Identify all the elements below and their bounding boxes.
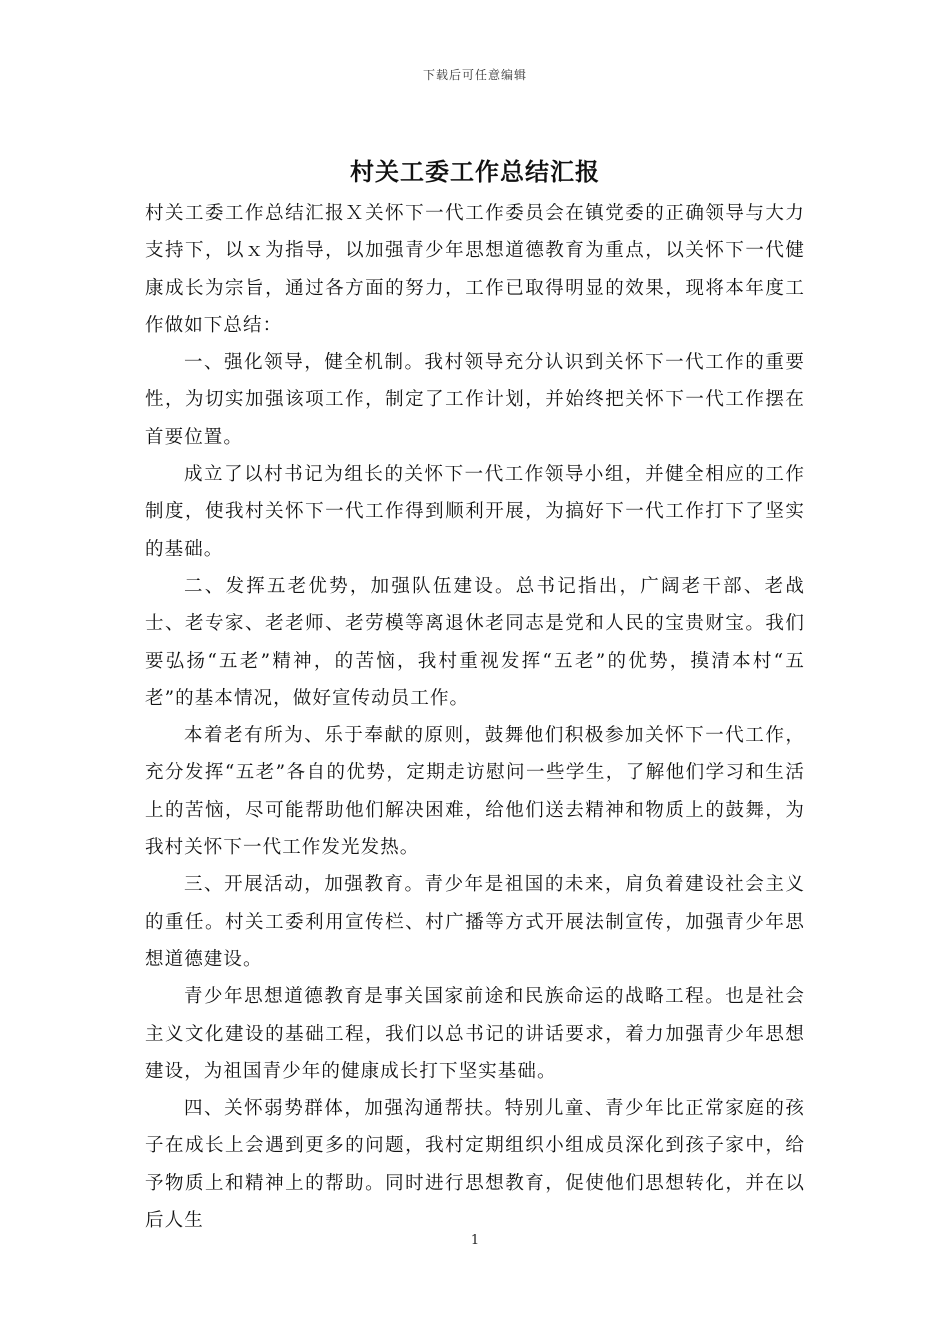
document-body <box>145 195 805 1239</box>
section-1-paragraph: 一、强化领导，健全机制。我村领导充分认识到关怀下一代工作的重要性，为切实加强该项工作，制定了工作计划，并始终把关怀下一代工作摆在首要位置。 <box>145 352 805 448</box>
section-2-detail-paragraph: 本着老有所为、乐于奉献的原则，鼓舞他们积极参加关怀下一代工作，充分发挥“五老”各自的优势，定期走访慰问一些学生，了解他们学习和生活上的苦恼，尽可能帮助他们解决困难，给他们送去精神和物质上的鼓舞，为我村关怀下一代工作发光发热。 <box>145 725 805 859</box>
section-1-detail-paragraph: 成立了以村书记为组长的关怀下一代工作领导小组，并健全相应的工作制度，使我村关怀下一代工作得到顺利开展，为搞好下一代工作打下了坚实的基础。 <box>145 464 805 560</box>
section-2-paragraph: 二、发挥五老优势，加强队伍建设。总书记指出，广阔老干部、老战士、老专家、老老师、老劳模等离退休老同志是党和人民的宝贵财宝。我们要弘扬“五老”精神，的苦恼，我村重视发挥“五老”的优势，摸清本村“五老”的基本情况，做好宣传动员工作。 <box>145 575 805 709</box>
page-number: 1 <box>470 1233 480 1248</box>
section-3-paragraph: 三、开展活动，加强教育。青少年是祖国的未来，肩负着建设社会主义的重任。村关工委利用宣传栏、村广播等方式开展法制宣传，加强青少年思想道德建设。 <box>145 874 805 970</box>
document-title: 村关工委工作总结汇报 <box>350 157 600 186</box>
page-header-note: 下载后可任意编辑 <box>422 68 527 82</box>
section-4-paragraph: 四、关怀弱势群体，加强沟通帮扶。特别儿童、青少年比正常家庭的孩子在成长上会遇到更多的问题，我村定期组织小组成员深化到孩子家中，给予物质上和精神上的帮助。同时进行思想教育，促使他们思想转化，并在以后人生 <box>145 1098 805 1232</box>
section-3-detail-paragraph: 青少年思想道德教育是事关国家前途和民族命运的战略工程。也是社会主义文化建设的基础工程，我们以总书记的讲话要求，着力加强青少年思想建设，为祖国青少年的健康成长打下坚实基础。 <box>145 986 805 1082</box>
intro-paragraph: 村关工委工作总结汇报Ｘ关怀下一代工作委员会在镇党委的正确领导与大力支持下，以ｘ为指导，以加强青少年思想道德教育为重点，以关怀下一代健康成长为宗旨，通过各方面的努力，工作已取得明显的效果，现将本年度工作做如下总结： <box>145 203 805 336</box>
